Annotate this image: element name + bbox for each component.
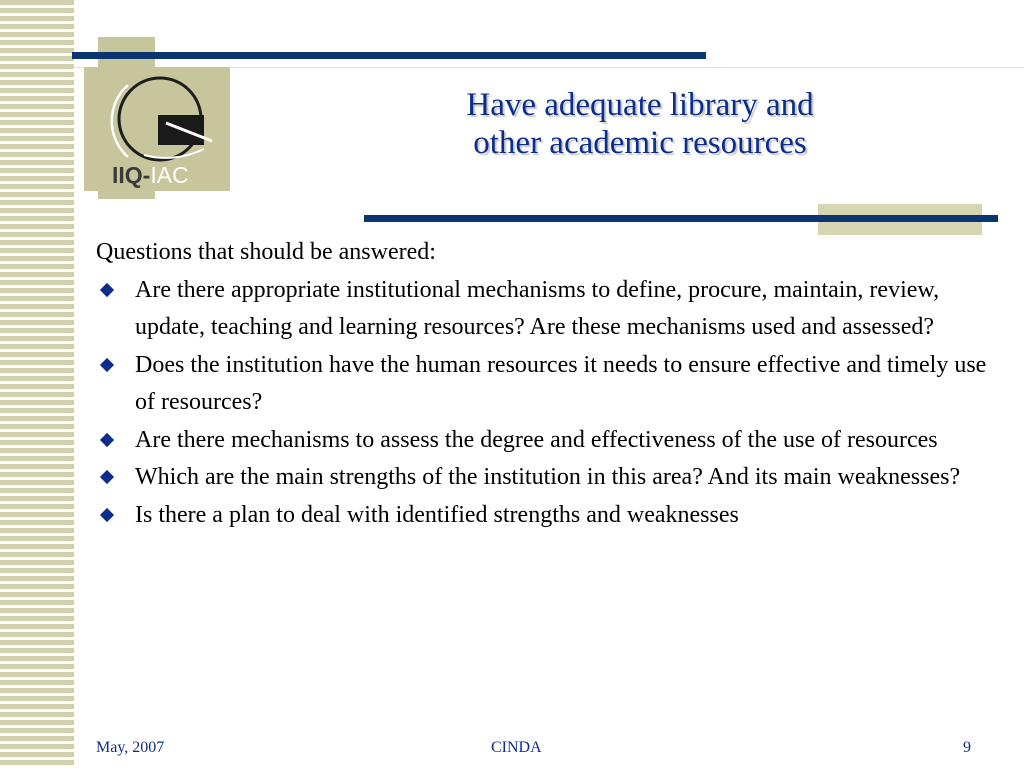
diamond-bullet-icon: [100, 282, 114, 296]
list-item-text: Does the institution have the human resources it needs to ensure effective and timely use of resources?: [135, 351, 987, 415]
slide-title-line-2: other academic resources: [473, 125, 807, 161]
footer-page-number: 9: [963, 739, 971, 756]
list-item-text: Is there a plan to deal with identified strengths and weaknesses: [135, 501, 739, 528]
list-item: [96, 497, 996, 535]
diamond-bullet-icon: [100, 432, 114, 446]
diamond-bullet-icon: [100, 507, 114, 521]
slide-title: [380, 86, 900, 162]
left-stripe-decoration: [0, 0, 74, 768]
iiq-iac-logo: [84, 67, 230, 191]
list-item-text: Which are the main strengths of the institution in this area? And its main weaknesses?: [135, 464, 961, 490]
footer-date: May, 2007: [96, 739, 165, 756]
diamond-bullet-icon: [100, 470, 114, 484]
title-underline-bar-end: [818, 215, 998, 222]
logo-text-iiq: IIQ-: [112, 162, 151, 188]
logo-text-iac: IAC: [150, 162, 189, 188]
question-list: [96, 272, 996, 535]
top-accent-bar: [72, 52, 706, 59]
slide-title-line-1: Have adequate library and: [466, 87, 814, 123]
footer-organization: CINDA: [491, 739, 542, 756]
intro-text: Questions that should be answered:: [96, 239, 436, 265]
logo-wordmark: [112, 162, 189, 189]
list-item-text: Are there mechanisms to assess the degree and effectiveness of the use of resources: [135, 426, 938, 453]
list-item: [96, 347, 996, 422]
diamond-bullet-icon: [100, 357, 114, 371]
list-item-text: Are there appropriate institutional mechanisms to define, procure, maintain, review, update, teaching and learning resources? Are these mechanisms used and assessed?: [135, 276, 940, 340]
list-item: [96, 272, 996, 347]
list-item: [96, 422, 996, 460]
slide-body: [96, 234, 996, 534]
list-item: [96, 459, 996, 497]
